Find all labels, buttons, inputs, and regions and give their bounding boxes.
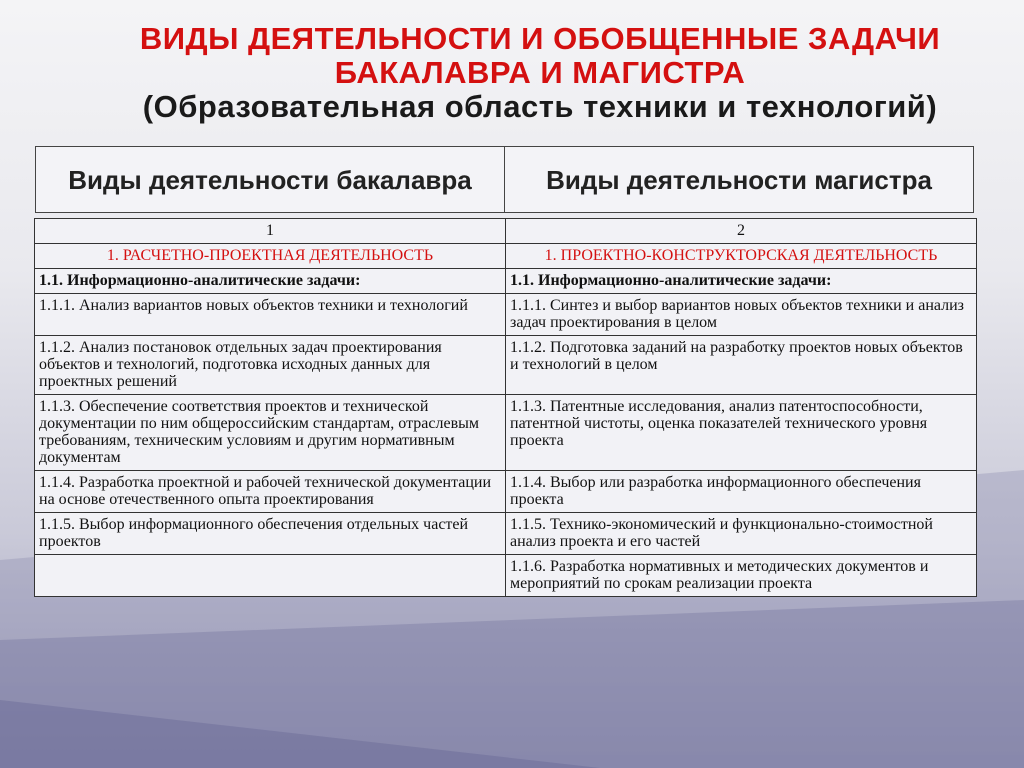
col-number-2: 2 (506, 219, 977, 244)
task-master-6: 1.1.6. Разработка нормативных и методических документов и мероприятий по срокам реализации проекта (506, 555, 977, 597)
table-row-numbers (35, 219, 977, 244)
table-row (35, 395, 977, 471)
table-row (35, 555, 977, 597)
task-bachelor-2: 1.1.2. Анализ постановок отдельных задач проектирования объектов и технологий, подготовка исходных данных для проектных решений (35, 336, 506, 395)
task-bachelor-6 (35, 555, 506, 597)
task-bachelor-5: 1.1.5. Выбор информационного обеспечения отдельных частей проектов (35, 513, 506, 555)
task-bachelor-1: 1.1.1. Анализ вариантов новых объектов техники и технологий (35, 294, 506, 336)
table-row (35, 336, 977, 395)
table-row (35, 471, 977, 513)
section-bachelor: 1. РАСЧЕТНО-ПРОЕКТНАЯ ДЕЯТЕЛЬНОСТЬ (35, 244, 506, 269)
table-row-subsection (35, 269, 977, 294)
task-master-5: 1.1.5. Технико-экономический и функционально-стоимостной анализ проекта и его частей (506, 513, 977, 555)
task-bachelor-4: 1.1.4. Разработка проектной и рабочей технической документации на основе отечественного опыта проектирования (35, 471, 506, 513)
table-row (35, 513, 977, 555)
title-subtitle: (Образовательная область техники и технологий) (142, 89, 938, 124)
task-master-4: 1.1.4. Выбор или разработка информационного обеспечения проекта (506, 471, 977, 513)
header-master: Виды деятельности магистра (546, 164, 932, 195)
subsection-master: 1.1. Информационно-аналитические задачи: (506, 269, 977, 294)
table-row (35, 294, 977, 336)
col-number-1: 1 (35, 219, 506, 244)
tasks-table (34, 218, 977, 597)
task-master-2: 1.1.2. Подготовка заданий на разработку проектов новых объектов и технологий в целом (506, 336, 977, 395)
task-master-3: 1.1.3. Патентные исследования, анализ патентоспособности, патентной чистоты, оценка показателей технического уровня проекта (506, 395, 977, 471)
header-bachelor: Виды деятельности бакалавра (36, 147, 505, 212)
slide-title (60, 22, 1020, 124)
column-header-box (35, 146, 974, 213)
subsection-bachelor: 1.1. Информационно-аналитические задачи: (35, 269, 506, 294)
task-bachelor-3: 1.1.3. Обеспечение соответствия проектов и технической документации по ним общероссийским стандартам, отраслевым требованиям, техническим условиям и другим нормативным документам (35, 395, 506, 471)
table-row-section (35, 244, 977, 269)
title-line-1: ВИДЫ ДЕЯТЕЛЬНОСТИ И ОБОБЩЕННЫЕ ЗАДАЧИ (139, 21, 941, 56)
section-master: 1. ПРОЕКТНО-КОНСТРУКТОРСКАЯ ДЕЯТЕЛЬНОСТЬ (506, 244, 977, 269)
task-master-1: 1.1.1. Синтез и выбор вариантов новых объектов техники и анализ задач проектирования в целом (506, 294, 977, 336)
title-line-2: БАКАЛАВРА И МАГИСТРА (334, 55, 746, 90)
